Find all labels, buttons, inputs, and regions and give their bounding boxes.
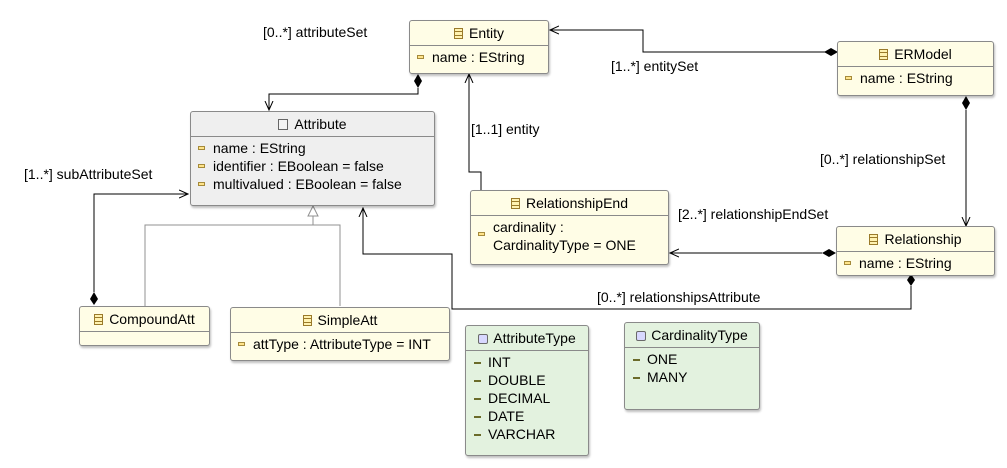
attribute-label: name : EString — [860, 70, 953, 86]
literal-icon — [474, 416, 481, 418]
literal-icon — [633, 359, 640, 361]
attribute-label: CardinalityType = ONE — [493, 237, 636, 253]
enum-attribute-type[interactable] — [465, 325, 589, 456]
class-icon — [879, 49, 888, 60]
enum-name: CardinalityType — [651, 327, 748, 343]
generalization-triangle — [308, 206, 318, 216]
class-name: ERModel — [894, 46, 952, 62]
class-icon — [511, 198, 520, 209]
attribute-icon — [844, 261, 851, 265]
attribute-icon — [198, 182, 205, 186]
attribute-icon — [198, 146, 205, 150]
class-ermodel[interactable] — [837, 41, 994, 96]
enum-literal: DOUBLE — [488, 372, 546, 388]
class-icon — [869, 234, 878, 245]
label-entity: [1..1] entity — [471, 121, 540, 137]
abstract-class-icon — [278, 119, 288, 130]
label-relationship-end-set: [2..*] relationshipEndSet — [678, 206, 829, 222]
class-icon — [94, 314, 103, 325]
enum-literal: DATE — [488, 408, 525, 424]
label-sub-attribute-set: [1..*] subAttributeSet — [24, 166, 153, 182]
class-name: Entity — [468, 25, 504, 41]
edge-entity-set — [550, 30, 830, 52]
class-name: SimpleAtt — [317, 312, 378, 328]
class-name: Attribute — [294, 116, 347, 132]
attribute-icon — [845, 76, 852, 80]
edge-attribute-set — [269, 88, 418, 110]
class-entity[interactable] — [409, 20, 549, 74]
attribute-label: cardinality : — [493, 219, 564, 235]
label-attribute-set: [0..*] attributeSet — [263, 24, 368, 40]
literal-icon — [474, 380, 481, 382]
enum-literal: MANY — [647, 369, 688, 385]
enum-name: AttributeType — [493, 330, 576, 346]
enum-literal: INT — [488, 354, 511, 370]
enum-cardinality-type[interactable] — [624, 322, 760, 410]
class-attribute[interactable] — [190, 111, 435, 206]
enum-literal: DECIMAL — [488, 390, 551, 406]
class-icon — [454, 28, 463, 39]
class-relationship-end[interactable] — [470, 190, 669, 265]
composition-diamond — [962, 96, 970, 110]
class-compound-att[interactable] — [79, 306, 210, 346]
attribute-icon — [238, 342, 245, 346]
label-relationships-attribute: [0..*] relationshipsAttribute — [597, 289, 761, 305]
attribute-label: attType : AttributeType = INT — [253, 336, 431, 352]
literal-icon — [474, 398, 481, 400]
class-simple-att[interactable] — [230, 307, 450, 361]
class-name: CompoundAtt — [109, 311, 195, 327]
label-relationship-set: [0..*] relationshipSet — [820, 151, 946, 167]
label-entity-set: [1..*] entitySet — [611, 58, 699, 74]
edge-generalization — [145, 225, 340, 306]
enum-icon — [636, 331, 646, 341]
attribute-label: identifier : EBoolean = false — [213, 158, 384, 174]
composition-diamond — [824, 48, 838, 56]
class-name: RelationshipEnd — [526, 195, 628, 211]
enum-icon — [478, 334, 488, 344]
class-icon — [303, 315, 312, 326]
attribute-icon — [417, 55, 424, 59]
literal-icon — [474, 434, 481, 436]
literal-icon — [633, 377, 640, 379]
edge-sub-attribute-set — [94, 194, 188, 292]
literal-icon — [474, 362, 481, 364]
class-relationship[interactable] — [836, 226, 995, 276]
composition-diamond — [822, 249, 836, 257]
attribute-label: multivalued : EBoolean = false — [213, 176, 402, 192]
attribute-icon — [198, 164, 205, 168]
class-name: Relationship — [884, 231, 962, 247]
enum-literal: VARCHAR — [488, 426, 556, 442]
attribute-label: name : EString — [213, 140, 306, 156]
composition-diamond — [90, 292, 98, 305]
enum-literal: ONE — [647, 351, 678, 367]
attribute-label: name : EString — [859, 255, 952, 271]
composition-diamond — [414, 74, 422, 88]
attribute-label: name : EString — [432, 49, 525, 65]
